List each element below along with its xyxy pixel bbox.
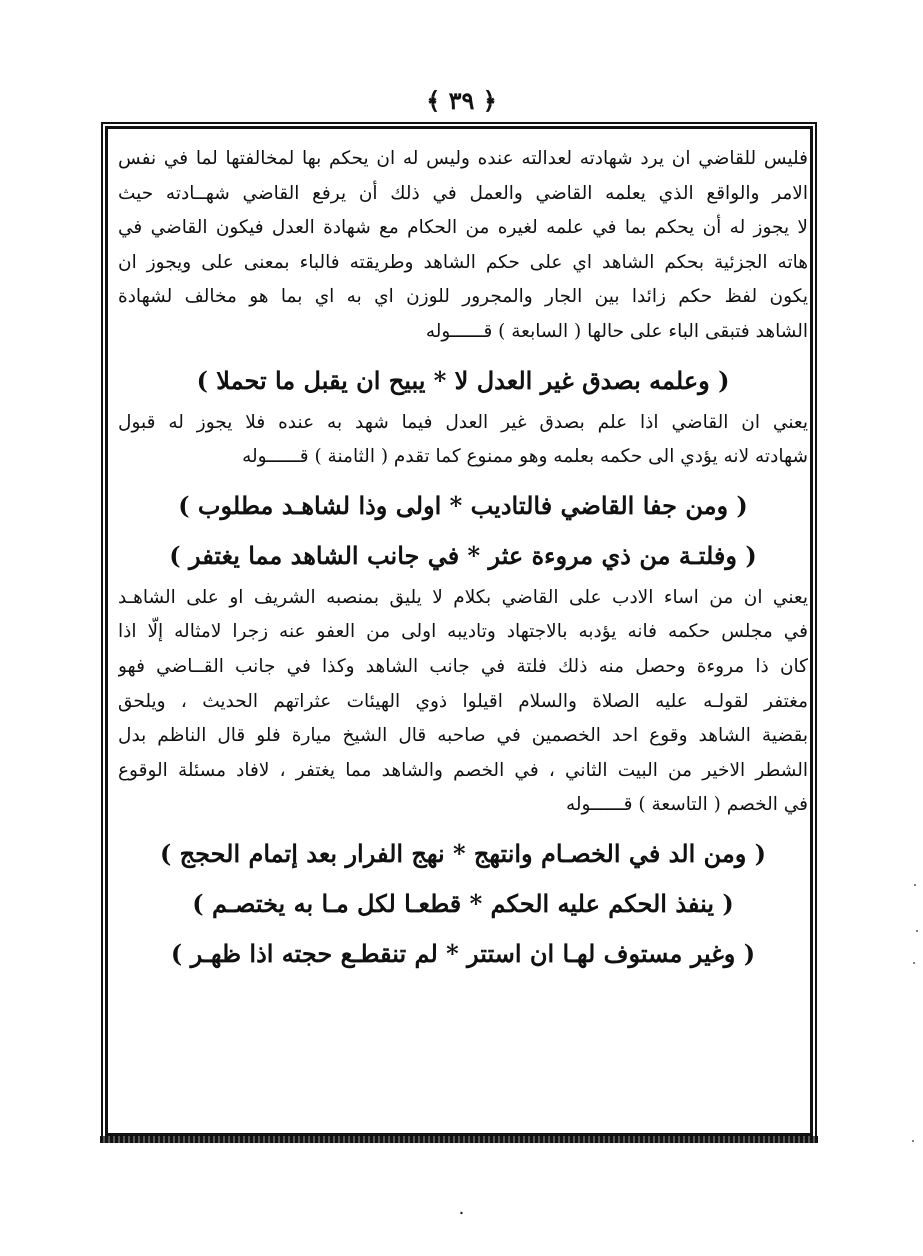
page-number: ﴿ ٣٩ ﴾ (426, 86, 497, 115)
body-line: الامر والواقع الذي يعلمه القاضي والعمل في ذلك أن يرفع القاضي شهــادته حيث (118, 182, 808, 204)
scan-speck (916, 930, 918, 932)
scan-speck (913, 962, 915, 964)
body-line: شهادته لانه يؤدي الى حكمه بعلمه وهو ممنوع كما تقدم ( الثامنة ) قــــــوله (242, 446, 808, 468)
body-line: في الخصم ( التاسعة ) قــــــوله (566, 794, 808, 816)
scan-speck (912, 1140, 914, 1142)
body-line: لا يجوز له أن يحكم بما في علمه لغيره من الحكام مع شهادة العدل فيكون القاضي في (118, 217, 808, 239)
page-body (118, 142, 808, 979)
body-line: فليس للقاضي ان يرد شهادته لعدالته عنده وليس له ان يحكم بها لمخالفتها لما في نفس (118, 148, 808, 169)
verse-line: ( ومن جفا القاضي فالتاديب * اولى وذا لشاهـد مطلوب ) (178, 490, 748, 520)
scan-speck (914, 884, 916, 886)
body-line: كان ذا مروءة وحصل منه ذلك فلتة في جانب الشاهد وكذا في جانب القــاضي فهو (118, 655, 808, 677)
body-line: يعني ان من اساء الادب على القاضي بكلام لا يليق بمنصبه الشريف او على الشاهـد (118, 586, 808, 608)
verse-line: ( ينفذ الحكم عليه الحكم * قطعـا لكل مـا به يختصـم ) (192, 888, 734, 918)
body-line: الشاهد فتبقى الباء على حالها ( السابعة ) قــــــوله (425, 320, 808, 342)
verse-line: ( وغير مستوف لهـا ان استتر * لم تنقطـع حجته اذا ظهـر ) (170, 938, 756, 968)
body-line: يعني ان القاضي اذا علم بصدق غير العدل فيما شهد به عنده فلا يجوز له قبول (118, 411, 808, 433)
body-line: يكون لفظ حكم زائدا بين الجار والمجرور للوزن اي به اي بما هو مخالف لشهادة (118, 286, 808, 308)
verse-line: ( وعلمه بصدق غير العدل لا * يبيح ان يقبل ما تحملا ) (196, 365, 730, 395)
body-line: الشطر الاخير من البيت الثاني ، في الخصم والشاهد مما يغتفر ، لافاد مسئلة الوقوع (118, 759, 808, 781)
body-line: مغتفر لقولـه عليه الصلاة والسلام اقيلوا ذوي الهيئات عثراتهم الحديث ، ويلحق (118, 690, 808, 712)
page-footer-mark: ۰ (456, 1202, 467, 1223)
verse-line: ( ومن الد في الخصـام وانتهج * نهج الفرار بعد إتمام الحجج ) (159, 838, 767, 868)
body-line: في مجلس حكمه فانه يؤدبه بالاجتهاد وتاديبه اولى من العفو عنه زجرا لامثاله إلّا اذا (118, 621, 808, 643)
verse-line: ( وفلتـة من ذي مروءة عثر * في جانب الشاهد مما يغتفر ) (169, 540, 757, 570)
body-line: هاته الجزئية بحكم الشاهد اي على حكم الشاهد وطريقته فالباء بمعنى على ويجوز ان (118, 251, 808, 273)
frame-bottom-rule (100, 1136, 818, 1143)
body-line: بقضية الشاهد وقوع احد الخصمين في صاحبه قال الشيخ ميارة فلو قال الناظم بدل (118, 725, 808, 747)
